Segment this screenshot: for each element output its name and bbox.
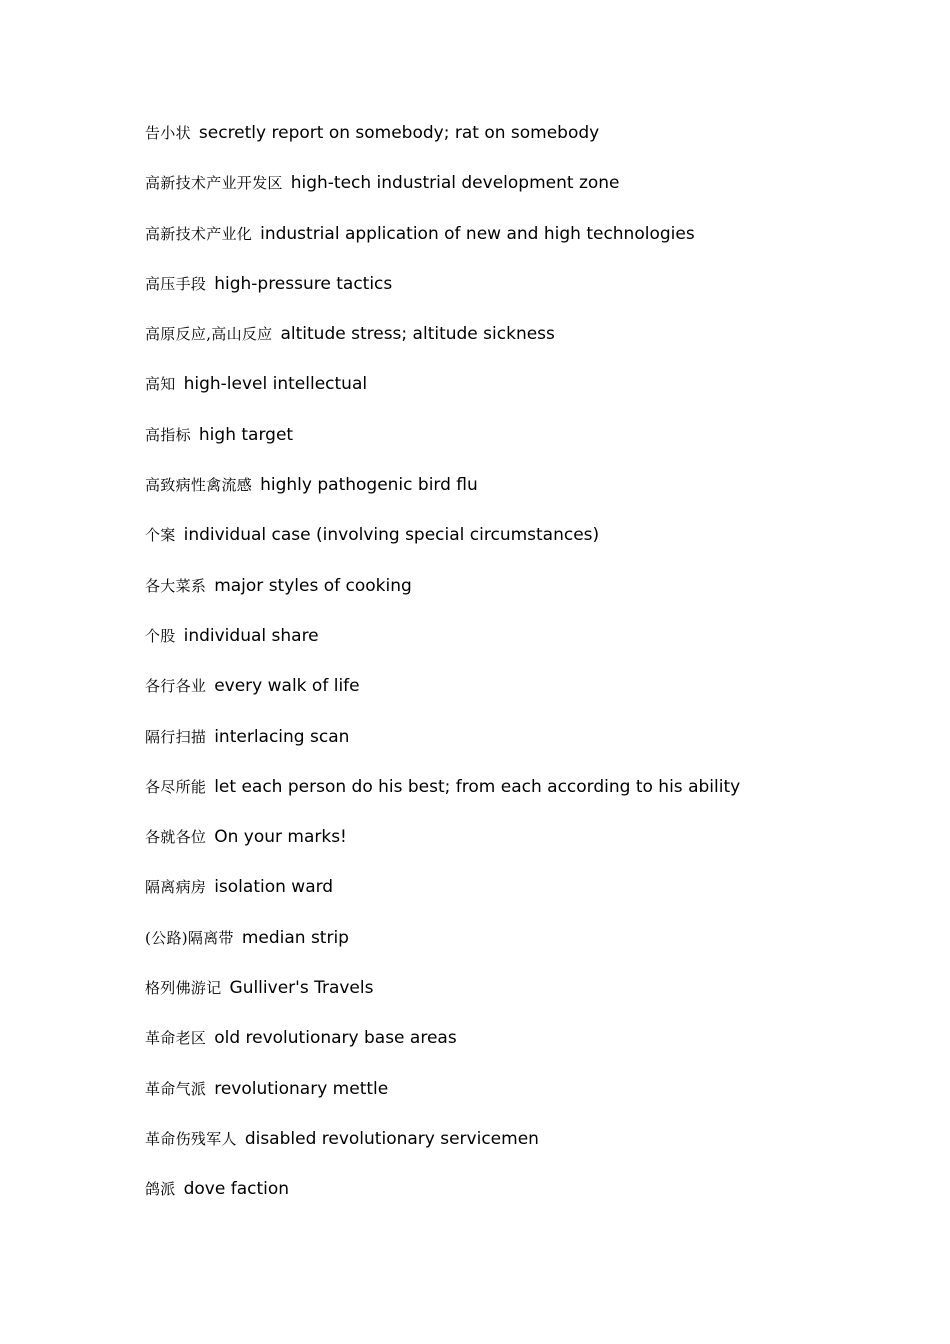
english-translation: dove faction <box>183 1179 290 1200</box>
glossary-entry <box>145 571 905 621</box>
english-translation: individual case (involving special circumstances) <box>183 525 600 546</box>
chinese-term: 各行各业 <box>145 677 207 696</box>
chinese-term: 鸽派 <box>145 1180 176 1199</box>
chinese-term: 各尽所能 <box>145 777 207 796</box>
glossary-entry <box>145 269 905 319</box>
chinese-term: 高新技术产业化 <box>145 224 253 243</box>
glossary-entry <box>145 118 905 168</box>
chinese-term: 高压手段 <box>145 274 207 293</box>
glossary-entry <box>145 369 905 419</box>
english-translation: old revolutionary base areas <box>214 1028 457 1049</box>
glossary-entry <box>145 822 905 872</box>
chinese-term: 革命伤残军人 <box>145 1129 237 1148</box>
glossary-entry <box>145 621 905 671</box>
english-translation: interlacing scan <box>214 726 350 747</box>
chinese-term: 隔离病房 <box>145 878 207 897</box>
glossary-entry <box>145 671 905 721</box>
chinese-term: 革命老区 <box>145 1029 207 1048</box>
glossary-entry <box>145 923 905 973</box>
glossary-entry <box>145 1023 905 1073</box>
english-translation: every walk of life <box>214 676 360 697</box>
glossary-entry <box>145 1174 905 1224</box>
english-translation: median strip <box>241 927 349 948</box>
english-translation: high target <box>198 424 294 445</box>
glossary-list <box>145 118 905 1225</box>
glossary-entry <box>145 319 905 369</box>
english-translation: revolutionary mettle <box>214 1078 389 1099</box>
english-translation: high-pressure tactics <box>214 273 393 294</box>
english-translation: highly pathogenic bird flu <box>260 475 478 496</box>
chinese-term: 告小状 <box>145 124 191 142</box>
english-translation: altitude stress; altitude sickness <box>280 324 555 345</box>
english-translation: individual share <box>183 625 319 646</box>
chinese-term: (公路)隔离带 <box>145 928 234 947</box>
glossary-entry <box>145 420 905 470</box>
chinese-term: 革命气派 <box>145 1079 207 1098</box>
glossary-entry <box>145 722 905 772</box>
chinese-term: 高新技术产业开发区 <box>145 174 283 193</box>
chinese-term: 高原反应,高山反应 <box>145 325 273 344</box>
glossary-entry <box>145 470 905 520</box>
glossary-entry <box>145 772 905 822</box>
english-translation: high-tech industrial development zone <box>290 173 620 194</box>
glossary-entry <box>145 973 905 1023</box>
glossary-entry <box>145 219 905 269</box>
chinese-term: 高致病性禽流感 <box>145 476 253 495</box>
chinese-term: 高指标 <box>145 425 191 444</box>
english-translation: Gulliver's Travels <box>229 978 374 999</box>
chinese-term: 个股 <box>145 626 176 645</box>
glossary-entry <box>145 168 905 218</box>
glossary-entry <box>145 1074 905 1124</box>
chinese-term: 格列佛游记 <box>145 979 222 998</box>
english-translation: On your marks! <box>214 827 347 848</box>
english-translation: industrial application of new and high technologies <box>260 223 695 244</box>
chinese-term: 各就各位 <box>145 828 207 847</box>
chinese-term: 高知 <box>145 375 176 394</box>
chinese-term: 各大菜系 <box>145 576 207 595</box>
glossary-entry <box>145 872 905 922</box>
english-translation: let each person do his best; from each according to his ability <box>214 776 741 797</box>
english-translation: secretly report on somebody; rat on somebody <box>198 123 600 143</box>
glossary-entry <box>145 520 905 570</box>
english-translation: disabled revolutionary servicemen <box>244 1128 539 1149</box>
english-translation: high-level intellectual <box>183 374 368 395</box>
chinese-term: 隔行扫描 <box>145 727 207 746</box>
chinese-term: 个案 <box>145 526 176 545</box>
english-translation: major styles of cooking <box>214 575 412 596</box>
english-translation: isolation ward <box>214 877 334 898</box>
glossary-entry <box>145 1124 905 1174</box>
